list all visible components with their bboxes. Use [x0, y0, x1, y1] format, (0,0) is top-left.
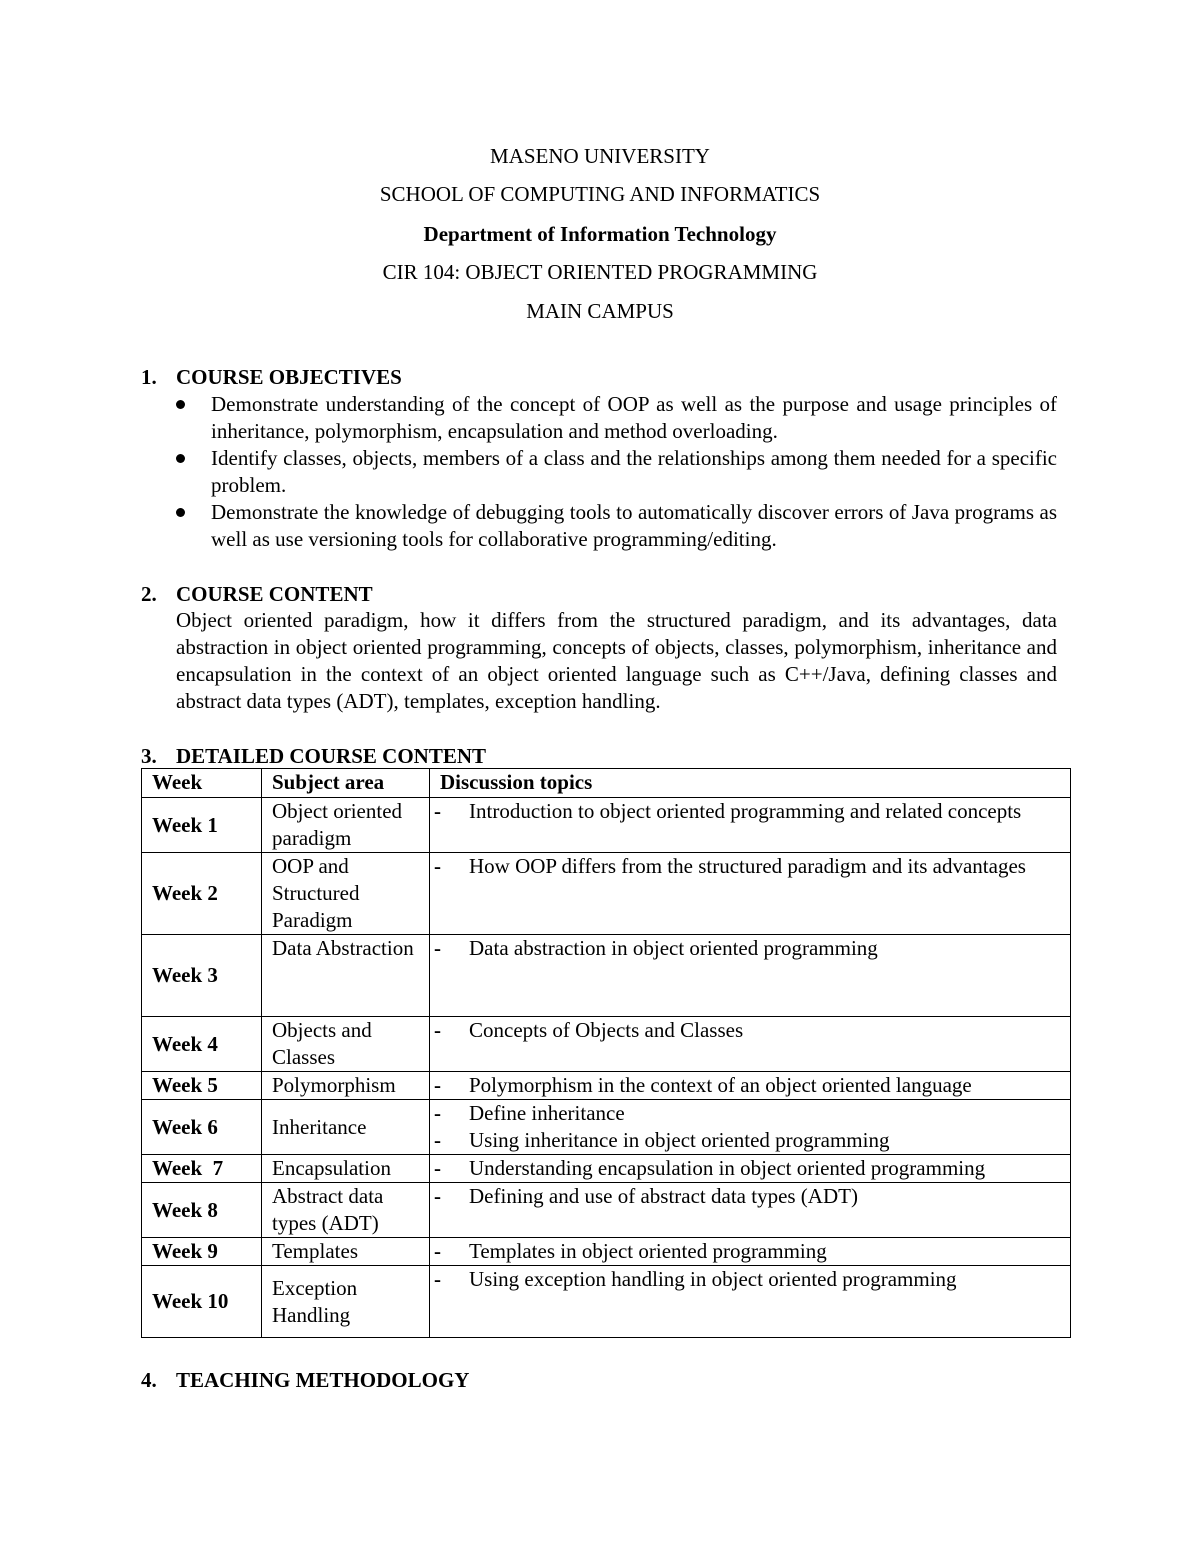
dash-marker: -	[434, 1156, 441, 1180]
dash-marker: -	[434, 1073, 441, 1097]
bullet-icon	[176, 508, 185, 517]
dash-marker: -	[434, 799, 441, 823]
subject-cell: Polymorphism	[262, 1072, 430, 1100]
topic-text: Using inheritance in object oriented programming	[469, 1128, 890, 1152]
topics-cell	[430, 1100, 1071, 1155]
topic-text: Define inheritance	[469, 1101, 625, 1125]
topic-text: Introduction to object oriented programming and related concepts	[469, 799, 1022, 823]
dash-marker: -	[434, 1018, 441, 1042]
course-schedule-table	[141, 768, 1071, 1338]
subject-cell: Abstract data types (ADT)	[262, 1183, 430, 1238]
topic-item	[434, 1100, 1066, 1127]
topics-cell	[430, 935, 1071, 1017]
topic-item	[434, 1072, 1066, 1099]
week-cell: Week 2	[142, 853, 262, 935]
topic-item	[434, 1238, 1066, 1265]
week-cell: Week 7	[142, 1155, 262, 1183]
topic-text: Polymorphism in the context of an object oriented language	[469, 1073, 972, 1097]
subject-cell: OOP and Structured Paradigm	[262, 853, 430, 935]
dash-marker: -	[434, 1239, 441, 1263]
objective-text: Demonstrate understanding of the concept of OOP as well as the purpose and usage principles of inheritance, polymorphism, encapsulation and method overloading.	[211, 392, 1057, 443]
department-title: Department of Information Technology	[423, 222, 777, 246]
topic-item	[434, 1266, 1066, 1293]
objective-text: Demonstrate the knowledge of debugging tools to automatically discover errors of Java programs as well as use versioning tools for collaborative programming/editing.	[211, 500, 1057, 551]
topic-item	[434, 798, 1066, 825]
list-item	[176, 499, 1057, 553]
topics-cell	[430, 1072, 1071, 1100]
content-heading	[141, 581, 373, 607]
subject-cell: Exception Handling	[262, 1266, 430, 1338]
topic-text: Defining and use of abstract data types (ADT)	[469, 1184, 858, 1208]
course-content-text: Object oriented paradigm, how it differs from the structured paradigm, and its advantages, data abstraction in object oriented programming, concepts of objects, classes, polymorphism, inheritance and encapsulation in the context of an object oriented language such as C++/Java, defining classes and abstract data types (ADT), templates, exception handling.	[176, 608, 1057, 713]
table-row	[142, 1017, 1071, 1072]
topics-cell	[430, 853, 1071, 935]
section-number: 3.	[141, 744, 157, 768]
week-cell: Week 3	[142, 935, 262, 1017]
list-item	[176, 391, 1057, 445]
topic-text: Understanding encapsulation in object oriented programming	[469, 1156, 986, 1180]
topic-item	[434, 1017, 1066, 1044]
section-title: DETAILED COURSE CONTENT	[176, 744, 487, 768]
dash-marker: -	[434, 1184, 441, 1208]
subject-cell: Data Abstraction	[262, 935, 430, 1017]
column-header-topics: Discussion topics	[430, 769, 1071, 798]
university-title: MASENO UNIVERSITY	[490, 144, 710, 168]
objectives-heading	[141, 364, 402, 390]
section-number: 2.	[141, 582, 157, 606]
subject-cell: Encapsulation	[262, 1155, 430, 1183]
campus-title: MAIN CAMPUS	[526, 299, 674, 323]
subject-cell: Object oriented paradigm	[262, 798, 430, 853]
table-header-row	[142, 769, 1071, 798]
topics-cell	[430, 1238, 1071, 1266]
dash-marker: -	[434, 1267, 441, 1291]
topics-cell	[430, 1155, 1071, 1183]
section-title: COURSE OBJECTIVES	[176, 365, 402, 389]
topic-item	[434, 1183, 1066, 1210]
topic-text: Templates in object oriented programming	[469, 1239, 827, 1263]
list-item	[176, 445, 1057, 499]
objective-text: Identify classes, objects, members of a class and the relationships among them needed for a specific problem.	[211, 446, 1057, 497]
objectives-list	[176, 391, 1057, 553]
table-row	[142, 1155, 1071, 1183]
week-cell: Week 8	[142, 1183, 262, 1238]
topic-text: Using exception handling in object oriented programming	[469, 1267, 957, 1291]
topic-item	[434, 1127, 1066, 1154]
topic-text: How OOP differs from the structured paradigm and its advantages	[469, 854, 1026, 878]
dash-marker: -	[434, 936, 441, 960]
week-cell: Week 4	[142, 1017, 262, 1072]
topic-text: Concepts of Objects and Classes	[469, 1018, 744, 1042]
subject-cell: Objects and Classes	[262, 1017, 430, 1072]
table-row	[142, 1266, 1071, 1338]
school-title: SCHOOL OF COMPUTING AND INFORMATICS	[379, 182, 821, 206]
topic-item	[434, 1155, 1066, 1182]
week-cell: Week 10	[142, 1266, 262, 1338]
table-row	[142, 853, 1071, 935]
section-number: 1.	[141, 365, 157, 389]
section-title: TEACHING METHODOLOGY	[176, 1368, 470, 1392]
table-row	[142, 1238, 1071, 1266]
column-header-week: Week	[142, 769, 262, 798]
table-row	[142, 798, 1071, 853]
table-row	[142, 935, 1071, 1017]
week-cell: Week 1	[142, 798, 262, 853]
dash-marker: -	[434, 1128, 441, 1152]
dash-marker: -	[434, 1101, 441, 1125]
table-row	[142, 1183, 1071, 1238]
subject-cell: Inheritance	[262, 1100, 430, 1155]
detailed-heading	[141, 743, 486, 769]
dash-marker: -	[434, 854, 441, 878]
bullet-icon	[176, 400, 185, 409]
course-title: CIR 104: OBJECT ORIENTED PROGRAMMING	[382, 260, 818, 284]
week-cell: Week 6	[142, 1100, 262, 1155]
topic-item	[434, 853, 1066, 880]
column-header-subject: Subject area	[262, 769, 430, 798]
table-row	[142, 1072, 1071, 1100]
subject-cell: Templates	[262, 1238, 430, 1266]
bullet-icon	[176, 454, 185, 463]
topics-cell	[430, 1266, 1071, 1338]
methodology-heading	[141, 1367, 469, 1393]
topics-cell	[430, 1183, 1071, 1238]
topics-cell	[430, 1017, 1071, 1072]
topic-text: Data abstraction in object oriented programming	[469, 936, 878, 960]
week-cell: Week 9	[142, 1238, 262, 1266]
week-cell: Week 5	[142, 1072, 262, 1100]
table-row	[142, 1100, 1071, 1155]
section-number: 4.	[141, 1368, 157, 1392]
section-title: COURSE CONTENT	[176, 582, 373, 606]
topics-cell	[430, 798, 1071, 853]
topic-item	[434, 935, 1066, 962]
